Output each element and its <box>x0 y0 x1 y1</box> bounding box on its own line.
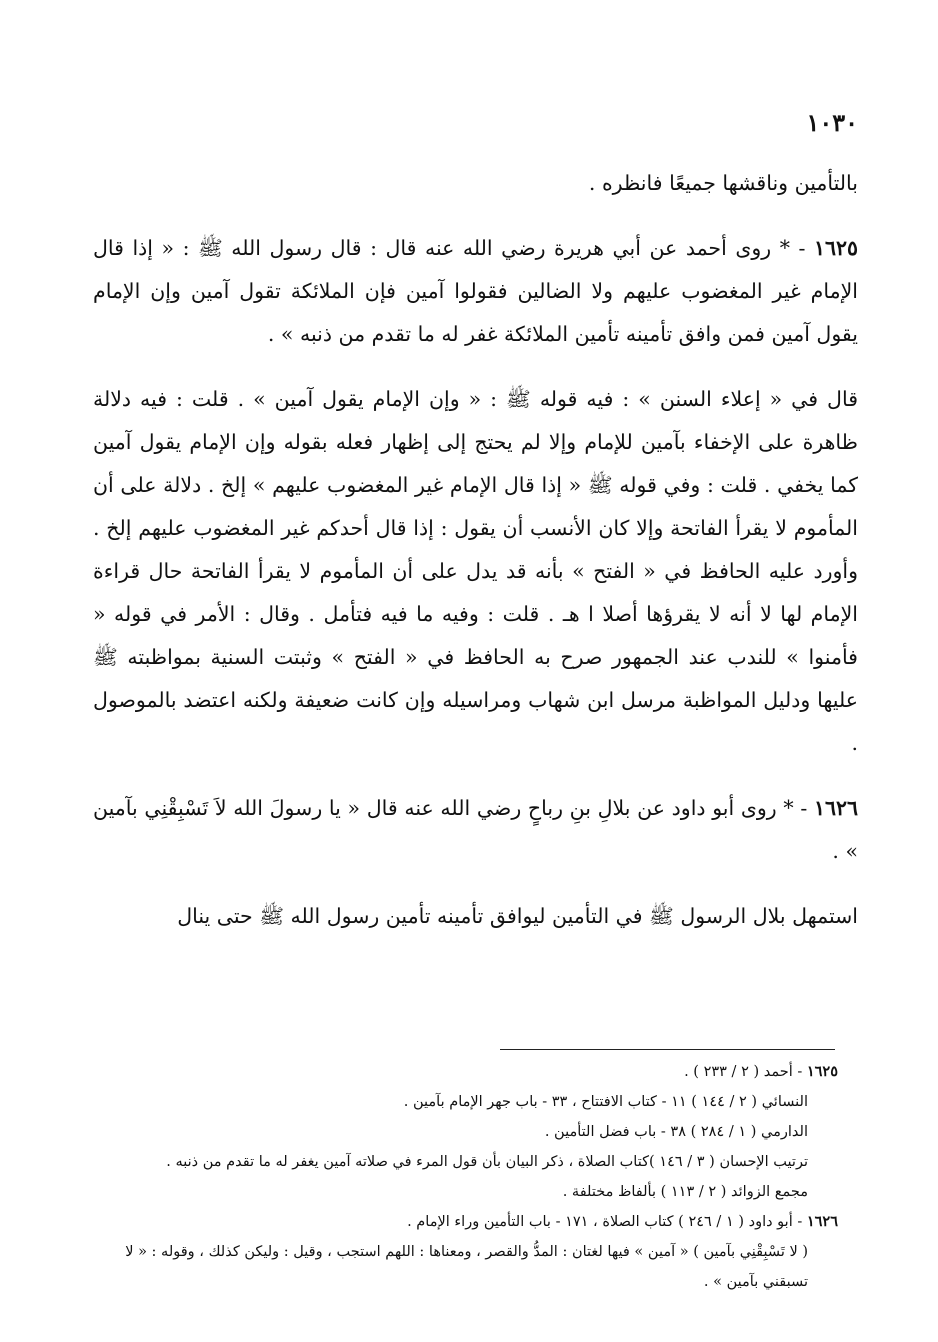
footnote-1626 <box>93 1207 838 1237</box>
hadith-marker: - * <box>779 236 806 260</box>
hadith-text: روى أبو داود عن بلالِ بنِ رباحٍ رضي الله عنه قال « يا رسولَ الله لاَ تَسْبِقْنِي بآمين » . <box>93 796 858 863</box>
paragraph-continuation <box>93 162 858 205</box>
hadith-number: ١٦٢٥ <box>813 236 858 260</box>
footnotes <box>93 1057 838 1297</box>
footnote-text: النسائي ( ٢ / ١٤٤ ) ١١ - كتاب الافتتاح ، ٣٣ - باب جهر الإمام بآمين . <box>403 1094 808 1110</box>
footnote-line <box>93 1117 808 1147</box>
footnote-text: ترتيب الإحسان ( ٣ / ١٤٦ )كتاب الصلاة ، ذكر البيان بأن قول المرء في صلاته آمين يغفر له ما تقدم من ذنبه . <box>166 1154 808 1170</box>
footnote-number: ١٦٢٥ <box>806 1063 838 1080</box>
paragraph-text: قال في « إعلاء السنن » : فيه قوله ﷺ : « وإن الإمام يقول آمين » . قلت : فيه دلالة ظاهرة على الإخفاء بآمين للإمام وإلا لم يحتج إلى إظهار فعله بقوله وإن الإمام يقول آمين كما يخفي . قلت : وفي قوله ﷺ « إذا قال الإمام غير المغضوب عليهم » إلخ . دلالة على أن المأموم لا يقرأ الفاتحة وإلا كان الأنسب أن يقول : إذا قال أحدكم غير المغضوب عليهم إلخ . وأورد عليه الحافظ في « الفتح » بأنه قد يدل على أن المأموم لا يقرأ الفاتحة حال قراءة الإمام لها لا أنه لا يقرؤها أصلا ا هـ . قلت : وفيه ما فيه فتأمل . وقال : الأمر في قوله « فأمنوا » للندب عند الجمهور صرح به الحافظ في « الفتح » وثبتت السنية بمواظبته ﷺ عليها ودليل المواظبة مرسل ابن شهاب ومراسيله وإن كانت ضعيفة ولكنه اعتضد بالموصول . <box>93 387 858 755</box>
hadith-marker: - * <box>783 796 808 820</box>
footnote-line <box>93 1147 808 1177</box>
page-number: ١٠٣٠ <box>806 108 858 137</box>
footnote-1625 <box>93 1057 838 1087</box>
main-text <box>93 162 858 938</box>
footnote-divider <box>500 1049 835 1050</box>
footnote-line <box>93 1237 808 1297</box>
hadith-number: ١٦٢٦ <box>813 796 858 820</box>
footnote-text: مجمع الزوائد ( ٢ / ١١٣ ) بألفاظ مختلفة . <box>562 1184 808 1200</box>
footnote-text: الدارمي ( ١ / ٢٨٤ ) ٣٨ - باب فضل التأمين . <box>544 1124 808 1140</box>
footnote-line <box>93 1087 808 1117</box>
hadith-1626 <box>93 787 858 873</box>
hadith-1625 <box>93 227 858 356</box>
footnote-line <box>93 1177 808 1207</box>
paragraph-text: بالتأمين وناقشها جميعًا فانظره . <box>588 171 858 195</box>
commentary-paragraph <box>93 378 858 765</box>
footnote-number: ١٦٢٦ <box>806 1213 838 1230</box>
explanation-paragraph <box>93 895 858 938</box>
footnote-text: - أحمد ( ٢ / ٢٣٣ ) . <box>684 1064 803 1080</box>
footnote-text: ( لا تَسْبِقْنِي بآمين ) « آمين » فيها لغتان : المدُّ والقصر ، ومعناها : اللهم استجب ، وقيل : وليكن كذلك ، وقوله : « لا تسبقني بآمين » . <box>125 1244 808 1290</box>
hadith-text: روى أحمد عن أبي هريرة رضي الله عنه قال : قال رسول الله ﷺ : « إذا قال الإمام غير المغضوب عليهم ولا الضالين فقولوا آمين فإن الملائكة تقول آمين وإن الإمام يقول آمين فمن وافق تأمينه تأمين الملائكة غفر له ما تقدم من ذنبه » . <box>93 236 858 346</box>
footnote-text: - أبو داود ( ١ / ٢٤٦ ) كتاب الصلاة ، ١٧١ - باب التأمين وراء الإمام . <box>407 1214 803 1230</box>
paragraph-text: استمهل بلال الرسول ﷺ في التأمين ليوافق تأمينه تأمين رسول الله ﷺ حتى ينال <box>177 904 858 928</box>
